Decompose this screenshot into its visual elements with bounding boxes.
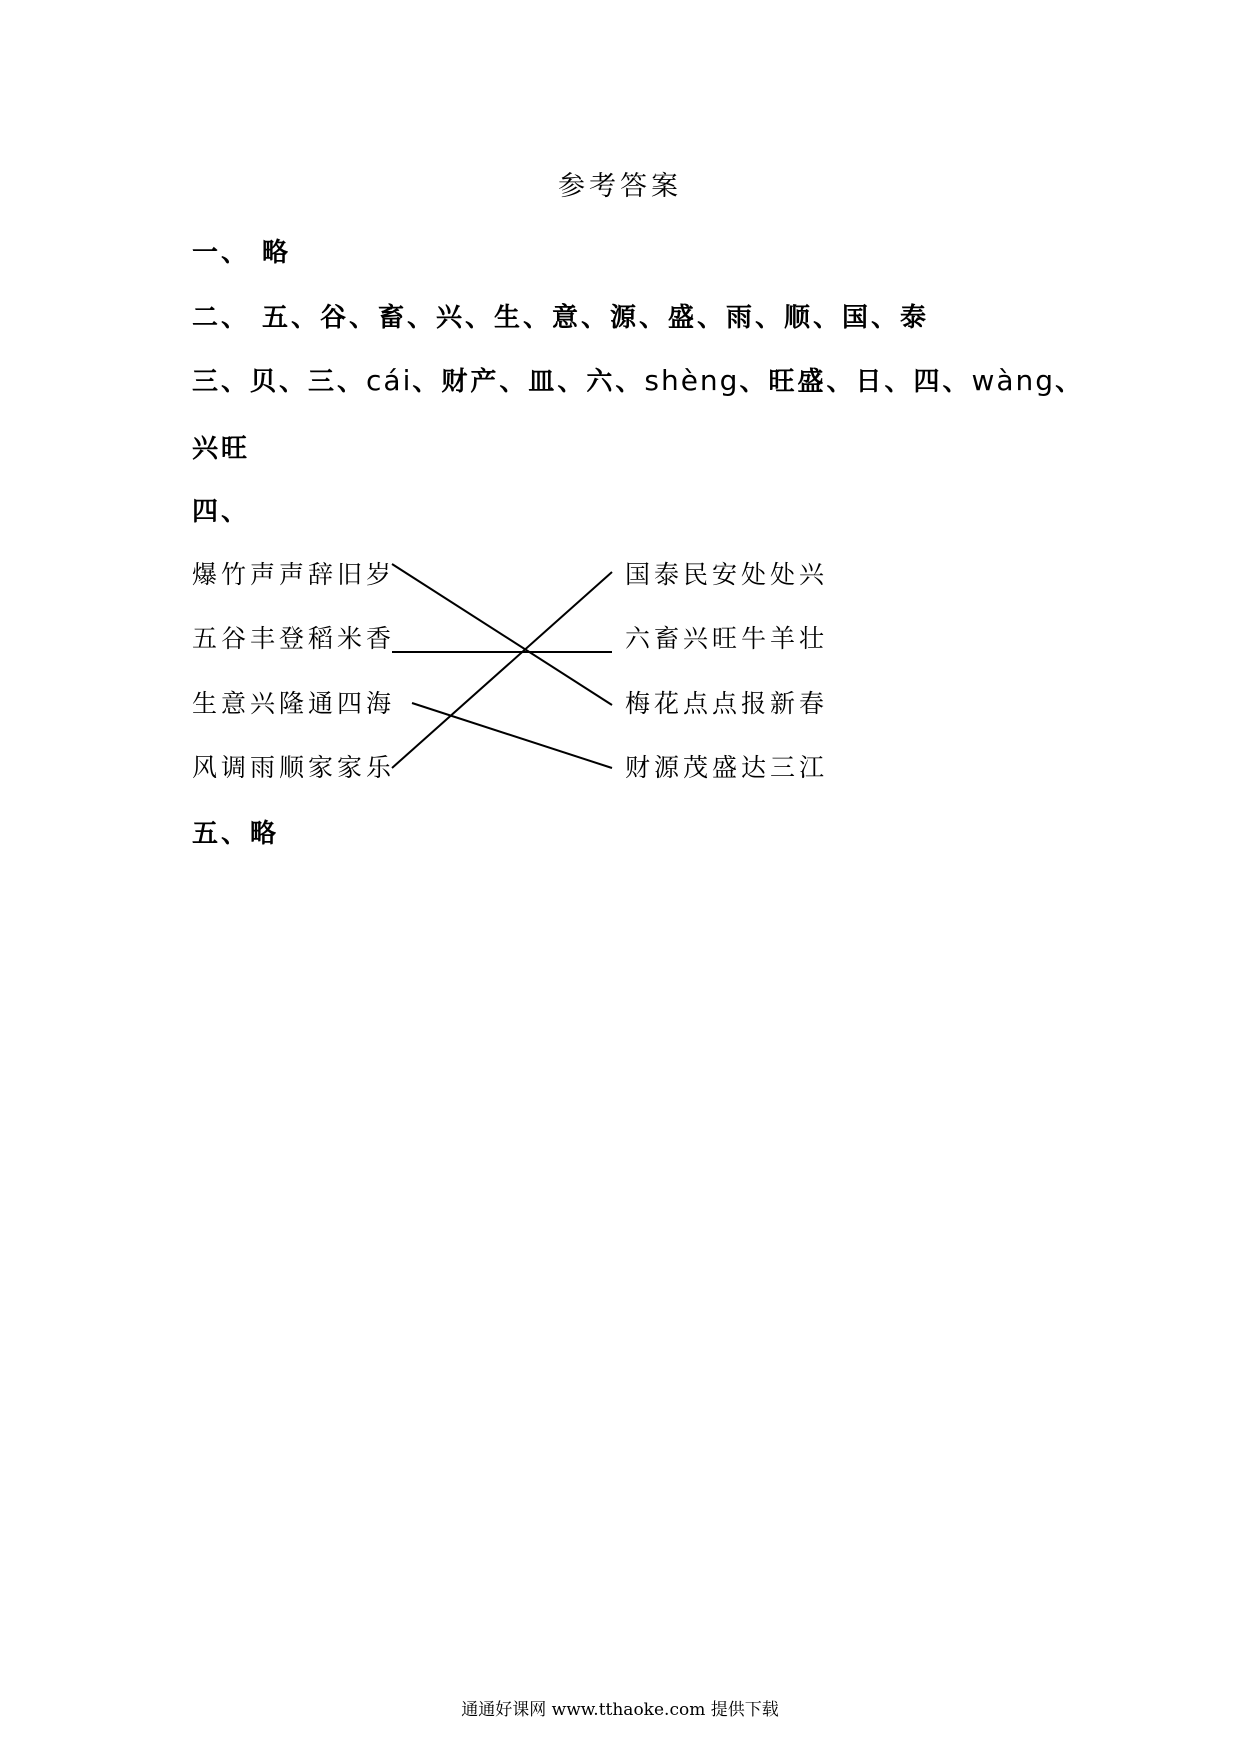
footer-credit: 通通好课网 www.tthaoke.com 提供下载 xyxy=(461,1700,779,1720)
match-line-4 xyxy=(392,572,612,768)
pinyin-wang: wàng xyxy=(971,364,1056,397)
couplet-left-2: 五谷丰登稻米香 xyxy=(192,624,396,653)
couplet-right-2: 六畜兴旺牛羊壮 xyxy=(625,624,829,653)
answer-section-2: 二、 五、谷、畜、兴、生、意、源、盛、雨、顺、国、泰 xyxy=(192,303,930,333)
match-line-1 xyxy=(392,564,612,705)
couplet-left-3: 生意兴隆通四海 xyxy=(192,689,396,718)
answer-section-4-heading: 四、 xyxy=(192,497,251,527)
section-3-part-1: 三、贝、三、 xyxy=(192,367,367,397)
couplet-right-3: 梅花点点报新春 xyxy=(625,689,829,718)
couplet-left-4: 风调雨顺家家乐 xyxy=(192,753,396,782)
section-3-part-3: 、旺盛、日、四、 xyxy=(739,367,972,397)
answer-section-3-continued: 兴旺 xyxy=(192,434,251,464)
match-line-3 xyxy=(412,703,612,768)
section-3-part-4: 、 xyxy=(1055,367,1085,397)
couplet-left-1: 爆竹声声辞旧岁 xyxy=(192,560,396,589)
couplet-right-1: 国泰民安处处兴 xyxy=(625,560,829,589)
couplet-right-4: 财源茂盛达三江 xyxy=(625,753,829,782)
answer-section-5: 五、略 xyxy=(192,819,280,849)
pinyin-sheng: shèng xyxy=(644,364,740,397)
section-3-part-2: 、财产、皿、六、 xyxy=(412,367,645,397)
page-title: 参考答案 xyxy=(558,171,682,202)
answer-section-1: 一、 略 xyxy=(192,238,292,268)
pinyin-cai: cái xyxy=(366,364,413,397)
